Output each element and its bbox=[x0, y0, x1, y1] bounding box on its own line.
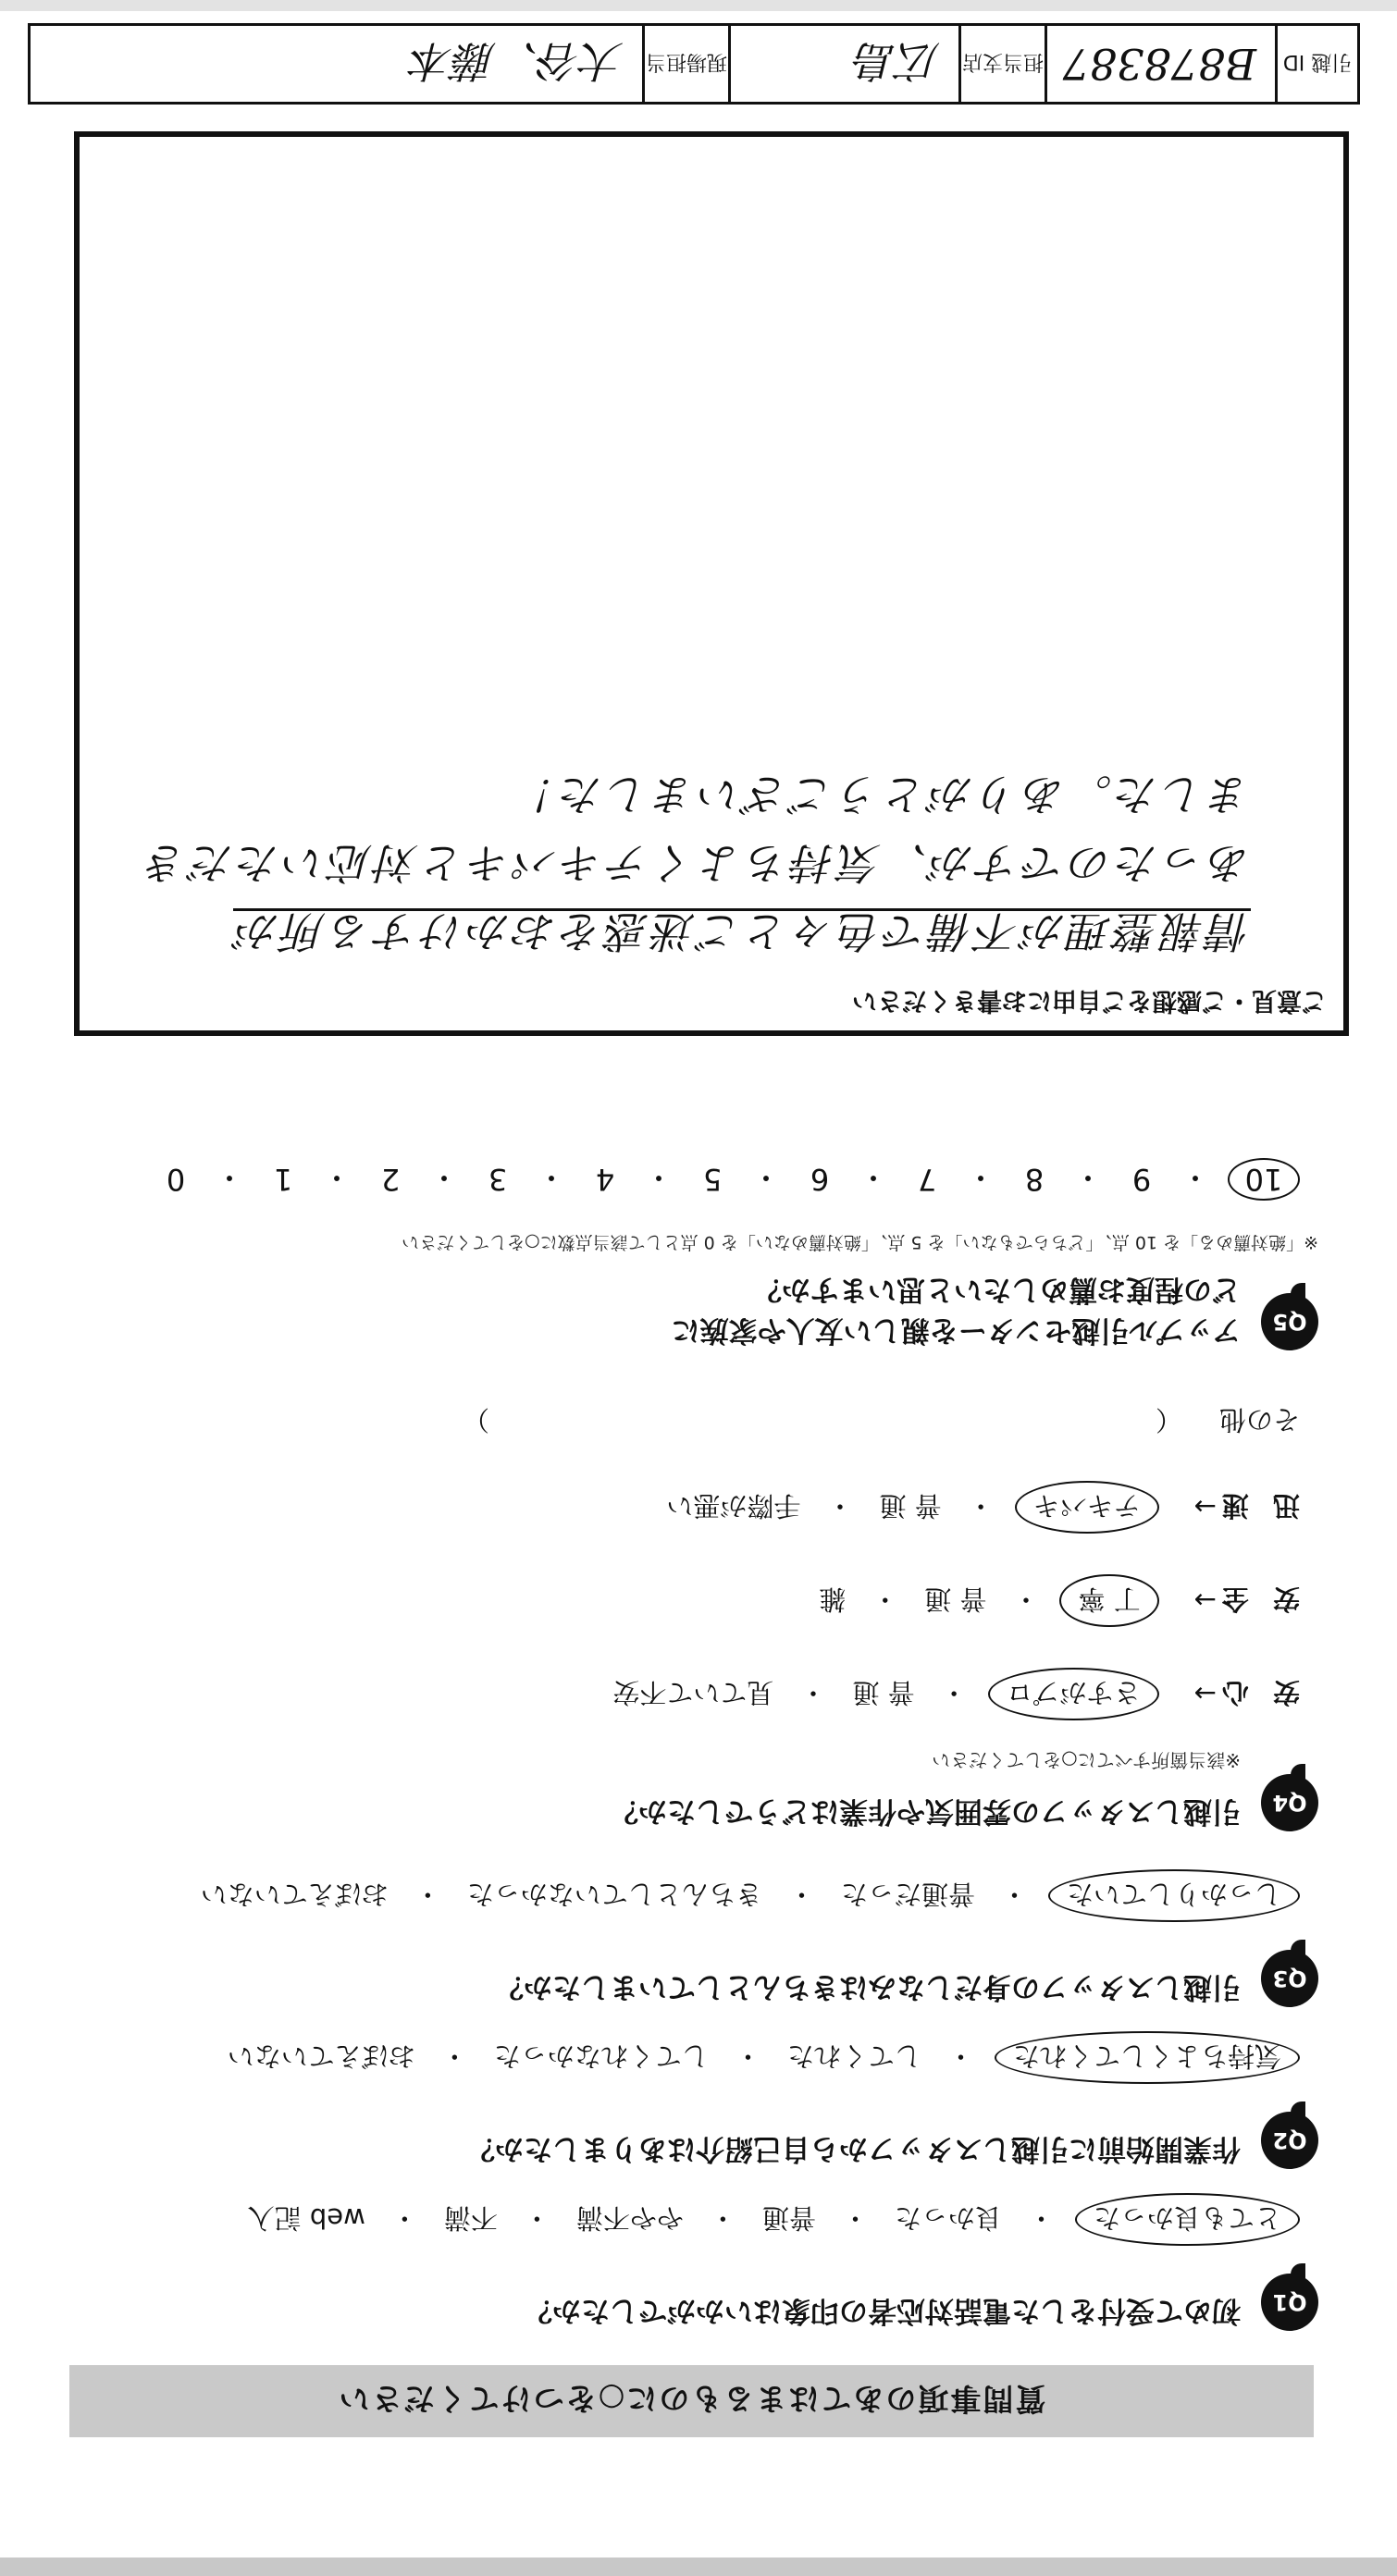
top-scan-band bbox=[0, 2558, 1397, 2576]
q4-row-safety: 安 全 → 丁 寧 ・ 普 通 ・ 雑 bbox=[42, 1574, 1300, 1627]
q4-security-pro[interactable]: さすがプロ bbox=[988, 1668, 1159, 1720]
question-5 bbox=[42, 1158, 1318, 1350]
q1-option-dissatisfied[interactable]: 不満 bbox=[443, 2202, 498, 2234]
question-1 bbox=[42, 2193, 1318, 2331]
q5-note: ※「絶対薦める」を 10 点、「どちらでもない」を 5 点、「絶対薦めない」を 0 点として該当点数に○をしてください bbox=[402, 1232, 1318, 1252]
q4-other-row bbox=[42, 1402, 1300, 1440]
q4-other-label: その他 bbox=[1218, 1404, 1300, 1436]
q5-score-1[interactable]: 1 bbox=[273, 1162, 293, 1197]
comment-title: ご意見・ご感想をご自由にお書きください bbox=[852, 986, 1327, 1015]
q5-text bbox=[672, 1269, 1241, 1350]
handwriting-line-1: 情報整理が不備で色々とご迷惑をおかけする所が bbox=[233, 906, 1251, 956]
site-rep-label: 現場担当 bbox=[642, 26, 728, 102]
q2-option-dont-remember[interactable]: おぼえていない bbox=[227, 2040, 415, 2072]
q3-option-normal[interactable]: 普通だった bbox=[840, 1879, 975, 1910]
q2-option-pleasant[interactable]: 気持ちよくしてくれた bbox=[995, 2031, 1300, 2084]
q4-speed-efficient[interactable]: テキパキ bbox=[1015, 1481, 1159, 1534]
q4-safety-rough[interactable]: 雑 bbox=[819, 1584, 847, 1615]
q4-speed-normal[interactable]: 普 通 bbox=[879, 1490, 942, 1522]
q5-score-2[interactable]: 2 bbox=[380, 1162, 401, 1197]
site-rep-value: 大谷、藤本 bbox=[411, 36, 624, 86]
handwriting-line-2: あったのですが、気持ちよくテキパキと対応いただき bbox=[141, 838, 1251, 888]
q4-security-anxious[interactable]: 見ていて不安 bbox=[612, 1677, 774, 1708]
question-4 bbox=[42, 1402, 1318, 1831]
q1-option-normal[interactable]: 普通 bbox=[761, 2202, 816, 2234]
q1-text: 初めて受付をした電話対応者の印象はいかがでしたか？ bbox=[524, 2294, 1241, 2327]
q1-option-web[interactable]: web 記入 bbox=[247, 2202, 365, 2234]
q3-badge-icon: Q3 bbox=[1261, 1950, 1318, 2007]
survey-header: 質問事項のあてはまるものに○をつけてください bbox=[69, 2365, 1314, 2437]
q1-option-very-good[interactable]: とても良かった bbox=[1075, 2193, 1300, 2246]
q4-safety-normal[interactable]: 普 通 bbox=[924, 1584, 987, 1615]
q5-score-3[interactable]: 3 bbox=[488, 1162, 508, 1197]
question-2 bbox=[42, 2031, 1318, 2169]
arrow-right-icon: → bbox=[1193, 1491, 1217, 1523]
q4-text: 引越しスタッフの雰囲気や作業はどうでしたか？ bbox=[610, 1794, 1241, 1828]
q3-option-dont-remember[interactable]: おぼえていない bbox=[200, 1879, 389, 1910]
q3-option-not-neat[interactable]: きちんとしていなかった bbox=[466, 1879, 762, 1910]
q5-scores: 10 ・ 9 ・ 8 ・ 7 ・ 6 ・ 5 ・ 4 ・ 3 ・ 2 ・ 1 ・ 0 bbox=[42, 1158, 1300, 1201]
q4-security-normal[interactable]: 普 通 bbox=[852, 1677, 915, 1708]
q4-note: ※該当箇所すべてに○をしてください bbox=[932, 1749, 1241, 1771]
q4-row-speed: 迅 速 → テキパキ ・ 普 通 ・ 手際が悪い bbox=[42, 1481, 1300, 1534]
handwritten-comment bbox=[141, 760, 1251, 966]
q3-option-neat[interactable]: しっかりしていた bbox=[1048, 1869, 1300, 1922]
q4-row-security: 安 心 → さすがプロ ・ 普 通 ・ 見ていて不安 bbox=[42, 1668, 1300, 1720]
question-3 bbox=[42, 1869, 1318, 2007]
q1-options: とても良かった ・ 良かった ・ 普通 ・ やや不満 ・ 不満 ・ web 記入 bbox=[42, 2193, 1300, 2246]
q5-text-line2: どの程度お薦めしたいと思いますか？ bbox=[753, 1273, 1241, 1306]
bottom-scan-band bbox=[0, 0, 1397, 11]
q5-score-0[interactable]: 0 bbox=[166, 1162, 186, 1197]
q4-speed-clumsy[interactable]: 手際が悪い bbox=[666, 1490, 801, 1522]
arrow-right-icon: → bbox=[1193, 1584, 1217, 1617]
q4-label-security: 安 心 bbox=[1214, 1677, 1300, 1708]
arrow-right-icon: → bbox=[1193, 1678, 1217, 1710]
q1-option-slightly-dissatisfied[interactable]: やや不満 bbox=[575, 2202, 684, 2234]
q5-text-line1: アップル引越センターを親しい友人や家族に bbox=[671, 1313, 1241, 1347]
q2-option-did[interactable]: してくれた bbox=[786, 2040, 921, 2072]
comment-box[interactable] bbox=[74, 131, 1349, 1036]
q5-score-5[interactable]: 5 bbox=[702, 1162, 723, 1197]
q5-score-9[interactable]: 9 bbox=[1131, 1162, 1152, 1197]
q5-score-4[interactable]: 4 bbox=[595, 1162, 615, 1197]
q4-other-open: （ bbox=[1155, 1404, 1182, 1436]
q2-options: 気持ちよくしてくれた ・ してくれた ・ してくれなかった ・ おぼえていない bbox=[42, 2031, 1300, 2084]
q1-option-good[interactable]: 良かった bbox=[894, 2202, 1002, 2234]
q5-score-10[interactable]: 10 bbox=[1228, 1158, 1300, 1201]
q5-badge-icon: Q5 bbox=[1261, 1293, 1318, 1350]
q2-badge-icon: Q2 bbox=[1261, 2112, 1318, 2169]
q5-score-7[interactable]: 7 bbox=[917, 1162, 937, 1197]
q5-score-6[interactable]: 6 bbox=[810, 1162, 830, 1197]
handwriting-line-3: ました。ありがとうございました！ bbox=[511, 770, 1251, 820]
q2-text: 作業開始前に引越しスタッフから自己紹介はありましたか？ bbox=[466, 2132, 1241, 2165]
footer-table bbox=[28, 23, 1360, 105]
q4-label-safety: 安 全 bbox=[1214, 1584, 1300, 1615]
q4-safety-careful[interactable]: 丁 寧 bbox=[1059, 1574, 1158, 1627]
move-id-value: B878387 bbox=[1045, 26, 1275, 102]
q4-badge-icon: Q4 bbox=[1261, 1774, 1318, 1831]
q1-badge-icon: Q1 bbox=[1261, 2274, 1318, 2331]
q4-label-speed: 迅 速 bbox=[1214, 1490, 1300, 1522]
branch-value: 広島 bbox=[728, 26, 958, 102]
q5-score-8[interactable]: 8 bbox=[1024, 1162, 1045, 1197]
q4-other-close: ） bbox=[462, 1404, 489, 1436]
q2-option-did-not[interactable]: してくれなかった bbox=[493, 2040, 709, 2072]
branch-label: 担当支店 bbox=[958, 26, 1045, 102]
move-id-label: 引越 ID bbox=[1275, 26, 1357, 102]
q3-options: しっかりしていた ・ 普通だった ・ きちんとしていなかった ・ おぼえていない bbox=[42, 1869, 1300, 1922]
q3-text: 引越しスタッフの身だしなみはきちんとしていましたか？ bbox=[495, 1970, 1241, 2003]
q4-other-field[interactable] bbox=[489, 1402, 1156, 1440]
